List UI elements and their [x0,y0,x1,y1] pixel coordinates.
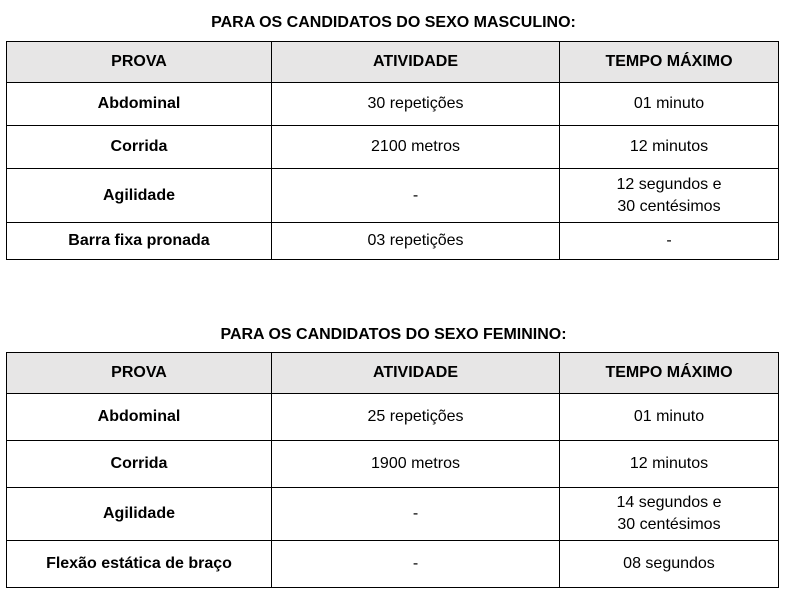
cell-atividade: 30 repetições [272,83,560,126]
cell-tempo [560,169,779,223]
cell-atividade: - [272,541,560,588]
table-row [7,394,779,441]
cell-tempo [560,441,779,488]
cell-prova: Abdominal [7,83,272,126]
cell-atividade: 25 repetições [272,394,560,441]
table-header-row [7,353,779,394]
cell-tempo-line: 01 minuto [633,408,705,425]
cell-tempo [560,394,779,441]
cell-prova: Agilidade [7,488,272,541]
cell-tempo [560,223,779,260]
table-header-row [7,42,779,83]
header-atividade: ATIVIDADE [272,353,560,394]
cell-tempo [560,541,779,588]
cell-tempo [560,488,779,541]
cell-atividade: 2100 metros [272,126,560,169]
table-row [7,488,779,541]
cell-tempo-line: 12 minutos [629,138,709,155]
cell-prova: Barra fixa pronada [7,223,272,260]
cell-atividade: 03 repetições [272,223,560,260]
section-title-feminino: PARA OS CANDIDATOS DO SEXO FEMININO: [220,326,567,343]
header-tempo-maximo: TEMPO MÁXIMO [560,353,779,394]
cell-tempo [560,83,779,126]
table-masculino [6,41,779,260]
cell-tempo [560,126,779,169]
cell-tempo-line-2: 30 centésimos [617,516,721,533]
table-row [7,541,779,588]
header-prova: PROVA [7,353,272,394]
cell-tempo-line-2: 30 centésimos [617,197,721,215]
header-prova: PROVA [7,42,272,83]
table-row [7,126,779,169]
cell-prova: Corrida [7,126,272,169]
cell-prova: Flexão estática de braço [7,541,272,588]
cell-tempo-line: - [666,232,672,249]
table-row [7,83,779,126]
cell-atividade: - [272,169,560,223]
cell-prova: Corrida [7,441,272,488]
cell-tempo-line: 12 minutos [629,455,709,472]
header-atividade: ATIVIDADE [272,42,560,83]
cell-tempo-line-1: 12 segundos e [616,175,722,193]
cell-prova: Agilidade [7,169,272,223]
table-feminino [6,352,779,588]
table-row [7,223,779,260]
cell-tempo-line: 01 minuto [633,95,705,112]
cell-prova: Abdominal [7,394,272,441]
table-row [7,169,779,223]
section-title-masculino: PARA OS CANDIDATOS DO SEXO MASCULINO: [211,14,576,31]
cell-tempo-line: 08 segundos [623,555,715,572]
table-row [7,441,779,488]
header-tempo-maximo: TEMPO MÁXIMO [560,42,779,83]
cell-atividade: - [272,488,560,541]
cell-atividade: 1900 metros [272,441,560,488]
cell-tempo-line-1: 14 segundos e [616,494,722,511]
